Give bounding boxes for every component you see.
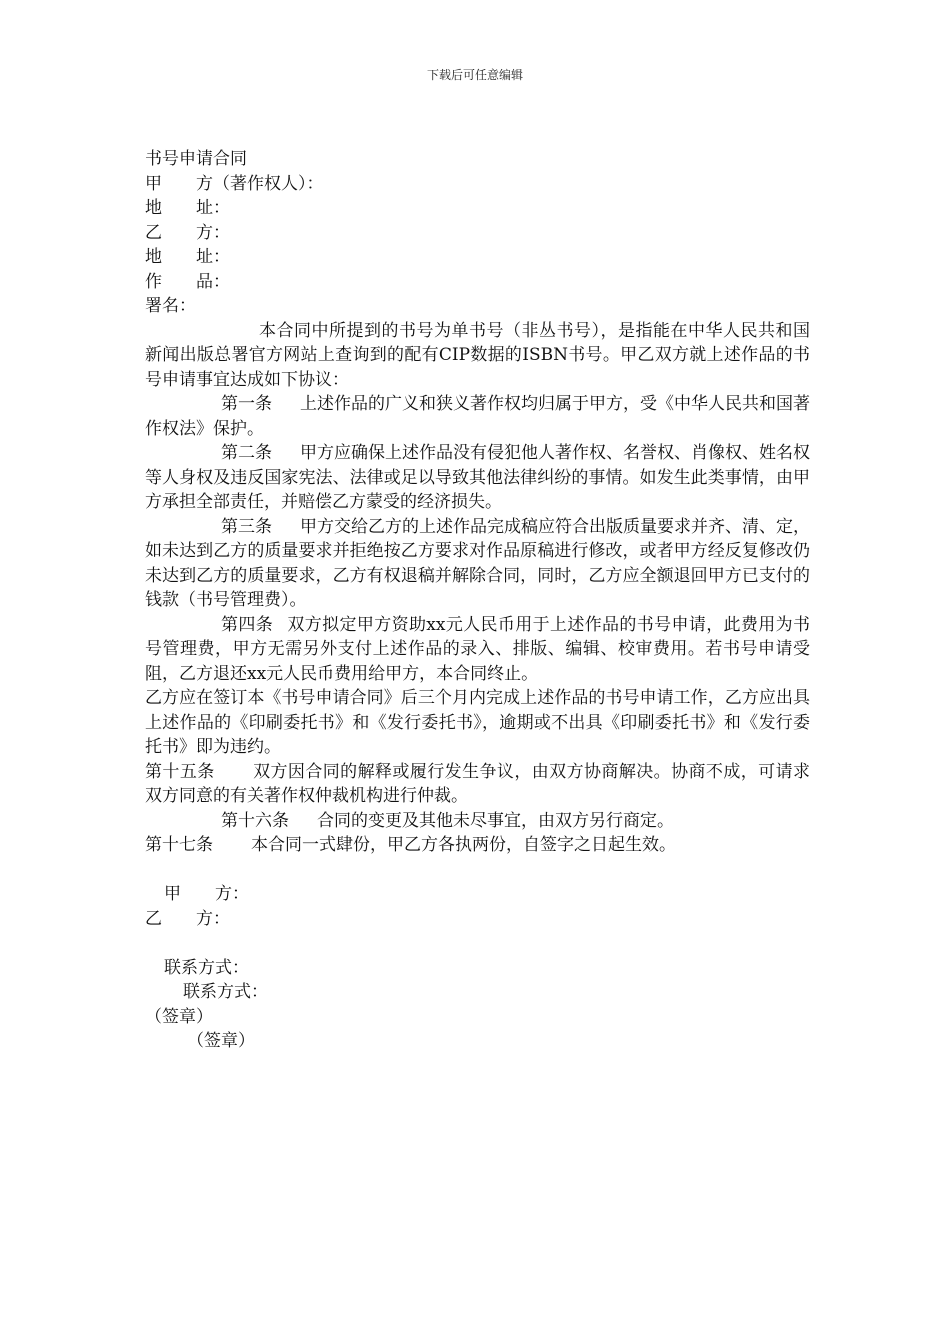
party-b-label-rest: 方： <box>196 222 230 243</box>
contract-document <box>145 147 810 1054</box>
article-3-text: 甲方交给乙方的上述作品完成稿应符合出版质量要求并齐、清、定，如未达到乙方的质量要求并拒绝按乙方要求对作品原稿进行修改，或者甲方经反复修改仍未达到乙方的质量要求，乙方有权退稿并解除合同，同时，乙方应全额退回甲方已支付的钱款（书号管理费）。 <box>145 516 810 610</box>
article-2-title: 第二条 <box>221 443 272 463</box>
article-1-text: 上述作品的广义和狭义著作权均归属于甲方，受《中华人民共和国著作权法》保护。 <box>145 394 810 439</box>
contact-party-a: 联系方式： <box>164 957 249 978</box>
address-a-label: 地 <box>145 198 162 218</box>
work-label: 作 <box>145 271 162 292</box>
signed-name-line: 署名： <box>145 296 196 316</box>
article-15-title: 第十五条 <box>145 761 215 782</box>
article-17-text: 本合同一式肆份，甲乙方各执两份，自签字之日起生效。 <box>251 835 676 855</box>
party-a-line <box>145 172 810 197</box>
address-b-line <box>145 245 810 270</box>
address-a-line <box>145 196 810 221</box>
article-15-text: 双方因合同的解释或履行发生争议，由双方协商解决。协商不成，可请求双方同意的有关著作权仲裁机构进行仲裁。 <box>145 761 811 806</box>
article-3 <box>145 515 810 613</box>
article-2 <box>145 441 810 515</box>
party-b-label: 乙 <box>145 222 162 243</box>
party-a-label: 甲 <box>145 173 162 194</box>
contract-title: 书号申请合同 <box>145 149 247 169</box>
signature-party-b <box>145 907 810 932</box>
signature-party-b-label: 乙 <box>145 908 162 929</box>
work-label-rest: 品： <box>196 271 230 292</box>
signature-party-a <box>145 882 810 907</box>
article-16-text: 合同的变更及其他未尽事宜，由双方另行商定。 <box>317 810 674 831</box>
intro-paragraph: 本合同中所提到的书号为单书号（非丛书号），是指能在中华人民共和国新闻出版总署官方网站上查询到的配有CIP数据的ISBN书号。甲乙双方就上述作品的书号申请事宜达成如下协议： <box>145 320 810 390</box>
article-16-title: 第十六条 <box>221 810 289 831</box>
seal-party-b: （签章） <box>187 1031 255 1051</box>
article-3-title: 第三条 <box>221 516 272 537</box>
address-b-label-rest: 址： <box>196 247 230 267</box>
article-16 <box>145 809 810 834</box>
article-2-text: 甲方应确保上述作品没有侵犯他人著作权、名誉权、肖像权、姓名权等人身权及违反国家宪法、法律或足以导致其他法律纠纷的事情。如发生此类事情，由甲方承担全部责任，并赔偿乙方蒙受的经济损失。 <box>145 443 810 512</box>
contact-party-b: 联系方式： <box>183 982 268 1002</box>
address-b-label: 地 <box>145 247 162 267</box>
performance-paragraph: 乙方应在签订本《书号申请合同》后三个月内完成上述作品的书号申请工作，乙方应出具上述作品的《印刷委托书》和《发行委托书》，逾期或不出具《印刷委托书》和《发行委托书》即为违约。 <box>145 688 810 757</box>
signature-party-a-label-rest: 方： <box>215 884 249 904</box>
article-15 <box>145 760 810 809</box>
party-a-label-rest: 方（著作权人）： <box>196 173 324 194</box>
article-17-title: 第十七条 <box>145 835 213 855</box>
work-line <box>145 270 810 295</box>
party-b-line <box>145 221 810 246</box>
signature-party-b-label-rest: 方： <box>196 908 230 929</box>
article-4 <box>145 613 810 687</box>
address-a-label-rest: 址： <box>196 198 230 218</box>
article-4-title: 第四条 <box>221 614 274 635</box>
article-1-title: 第一条 <box>221 394 272 414</box>
header-note: 下载后可任意编辑 <box>426 68 523 82</box>
article-1 <box>145 392 810 441</box>
article-4-text: 双方拟定甲方资助xx元人民币用于上述作品的书号申请，此费用为书号管理费，甲方无需另外支付上述作品的录入、排版、编辑、校审费用。若书号申请受阻，乙方退还xx元人民币费用给甲方，本合同终止。 <box>145 614 810 684</box>
signature-party-a-label: 甲 <box>164 884 181 904</box>
article-17 <box>145 833 810 858</box>
seal-party-a: （签章） <box>145 1006 213 1027</box>
